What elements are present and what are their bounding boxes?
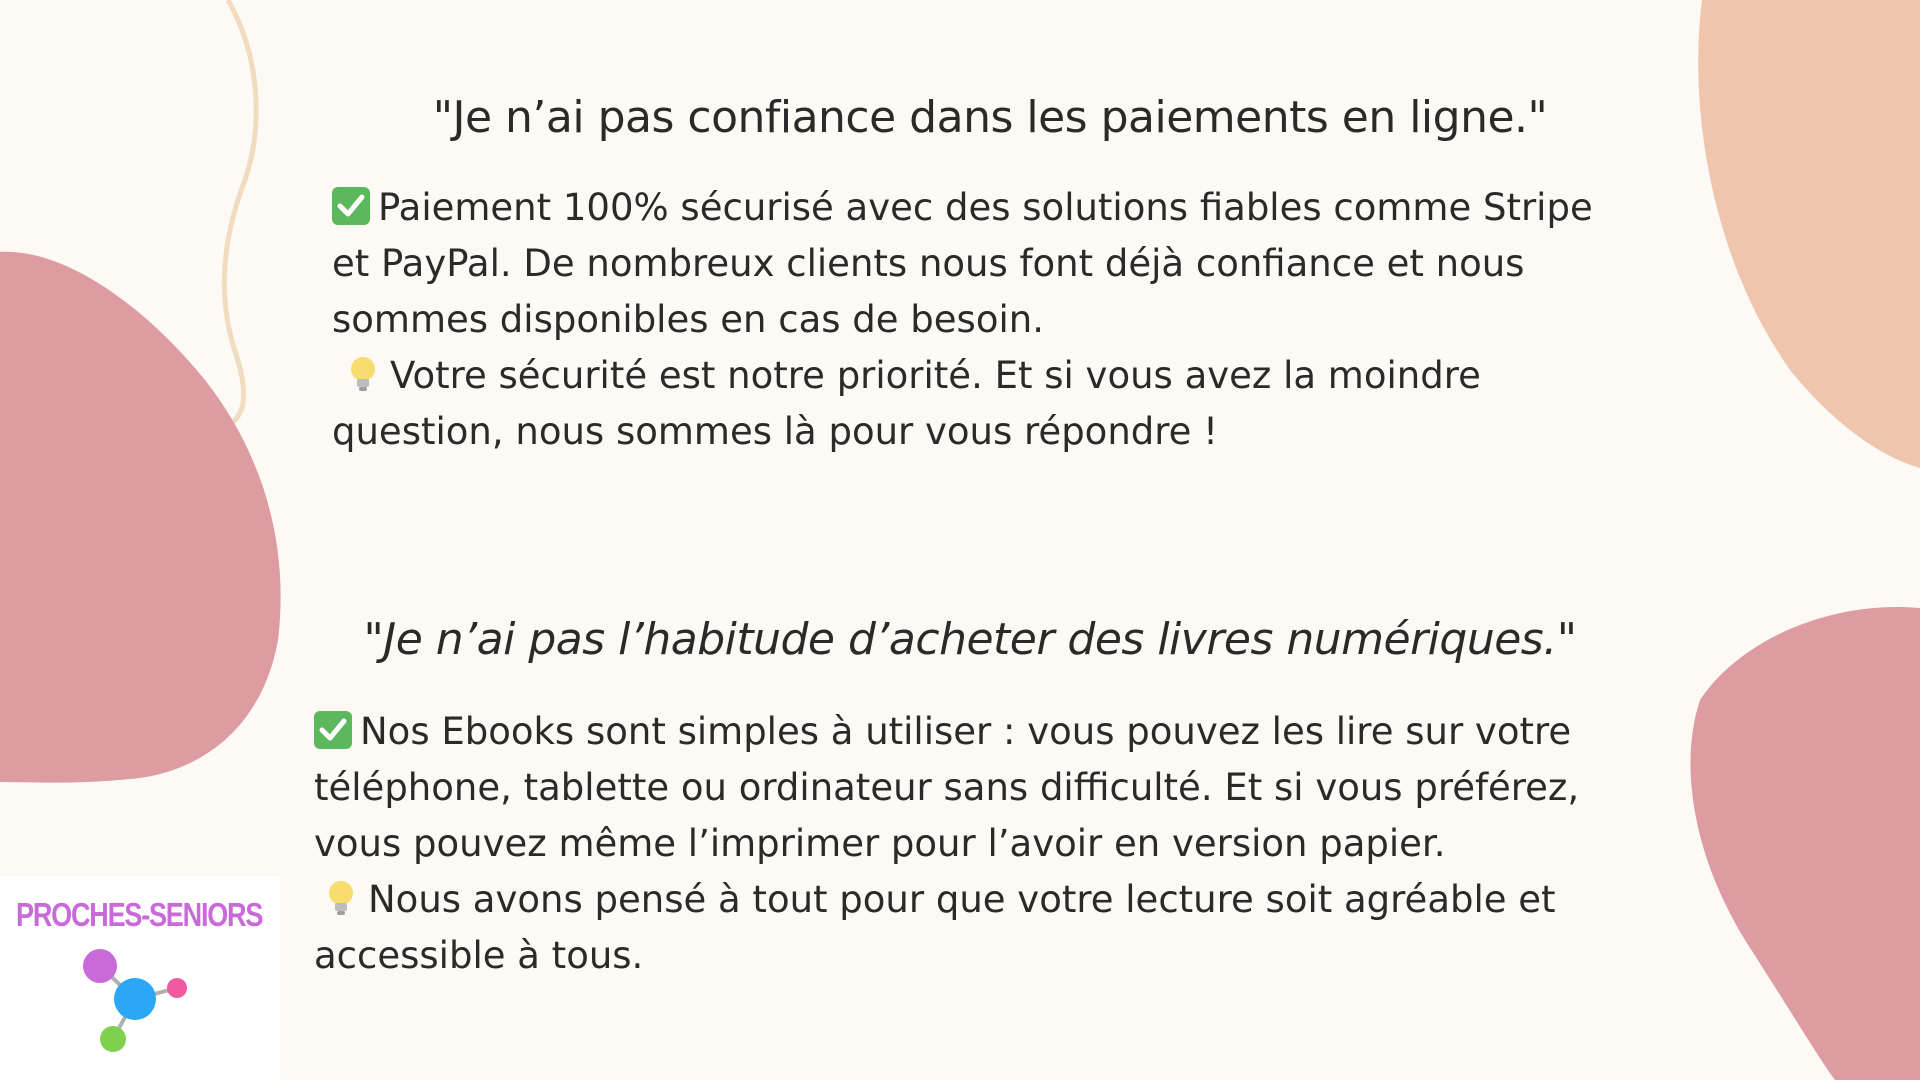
molecule-logo-icon (0, 876, 280, 1080)
answer-line: accessible à tous. (314, 934, 644, 977)
answer-line: question, nous sommes là pour vous répondre ! (332, 410, 1219, 453)
cream-wave-line (205, 0, 256, 430)
answer-line (332, 180, 1622, 236)
answer-line: sommes disponibles en cas de besoin. (332, 298, 1044, 341)
objection-heading-ebooks: "Je n’ai pas l’habitude d’acheter des livres numériques." (363, 614, 1577, 665)
answer-line: téléphone, tablette ou ordinateur sans difficulté. Et si vous préférez, (314, 766, 1580, 809)
answer-block-ebooks (314, 704, 1604, 984)
top-right-peach-blob (1698, 0, 1920, 468)
bottom-right-pink-blob (1690, 607, 1920, 1080)
answer-line: vous pouvez même l’imprimer pour l’avoir en version papier. (314, 822, 1446, 865)
left-pink-blob (0, 252, 281, 783)
white-check-mark-icon (314, 711, 352, 749)
proches-seniors-logo (0, 876, 280, 1080)
objection-heading-payments: "Je n’ai pas confiance dans les paiements en ligne." (432, 92, 1548, 143)
logo-wordmark: PROCHES-SENIORS (16, 896, 263, 933)
answer-block-payments (332, 180, 1622, 460)
answer-text: Paiement 100% sécurisé avec des solutions fiables comme Stripe (378, 186, 1593, 229)
answer-text: Nous avons pensé à tout pour que votre lecture soit agréable et (368, 878, 1556, 921)
answer-line: et PayPal. De nombreux clients nous font déjà confiance et nous (332, 242, 1525, 285)
answer-line (314, 704, 1604, 760)
answer-line (332, 348, 1622, 404)
answer-text: Nos Ebooks sont simples à utiliser : vous pouvez les lire sur votre (360, 710, 1572, 753)
light-bulb-icon (346, 354, 380, 394)
answer-line (314, 872, 1604, 928)
white-check-mark-icon (332, 187, 370, 225)
answer-text: Votre sécurité est notre priorité. Et si vous avez la moindre (390, 354, 1481, 397)
light-bulb-icon (324, 878, 358, 918)
